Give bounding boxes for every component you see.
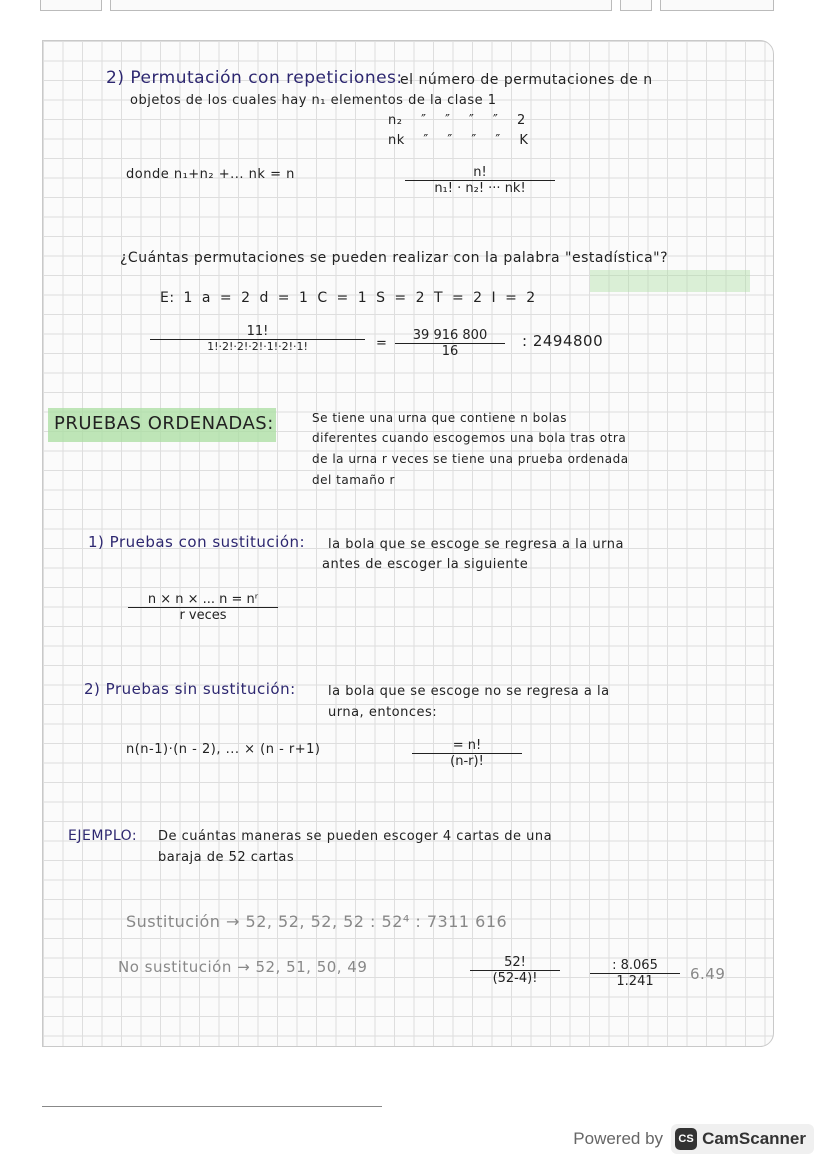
perm-line: n₂ ″ ″ ″ ″ 2 [388,113,526,128]
without-repl-line: la bola que se escoge no se regresa a la [328,684,610,699]
example-heading: EJEMPLO: [68,828,138,844]
ordered-line: de la urna r veces se tiene una prueba ordenada [312,452,629,466]
formula-top: n × n × ... n = nʳ [128,592,278,608]
perm-condition: donde n₁+n₂ +... nk = n [126,167,295,182]
fraction-denominator: 1.241 [616,974,654,989]
fraction-numerator: : 8.065 [590,958,680,974]
with-repl-line: la bola que se escoge se regresa a la urna [328,537,624,552]
page-edge [620,0,652,11]
fraction-denominator: (52-4)! [492,971,538,986]
page-edge [40,0,102,11]
fraction-denominator: 1!·2!·2!·2!·1!·2!·1! [207,340,308,353]
with-repl-formula [128,592,278,623]
ordered-line: del tamaño r [312,473,395,487]
formula-denominator: n₁! · n₂! ··· nk! [434,181,526,196]
powered-by-text: Powered by [573,1129,664,1148]
with-repl-heading: 1) Pruebas con sustitución: [88,533,306,551]
example-line: De cuántas maneras se pueden escoger 4 cartas de una [158,829,553,844]
formula-numerator: n! [405,165,555,181]
without-repl-formula: n(n-1)·(n - 2), ... × (n - r+1) [126,742,321,757]
camscanner-badge [671,1124,814,1154]
fraction-denominator: 16 [441,344,459,359]
without-repl-line: urna, entonces: [328,705,438,720]
example-no-sustitucion: No sustitución → 52, 51, 50, 49 [118,958,368,976]
ordered-line: diferentes cuando escogemos una bola tras otra [312,431,627,445]
question-text: ¿Cuántas permutaciones se pueden realizar con la palabra "estadística"? [120,250,669,266]
perm-heading: 2) Permutación con repeticiones: [106,68,403,88]
question-fraction-2 [395,328,505,359]
with-repl-line: antes de escoger la siguiente [322,557,529,572]
example-sustitucion: Sustitución → 52, 52, 52, 52 : 52⁴ : 7311 616 [126,912,508,931]
perm-line: el número de permutaciones de n [400,72,653,88]
ordered-heading: PRUEBAS ORDENADAS: [54,413,274,434]
without-repl-heading: 2) Pruebas sin sustitución: [84,680,296,698]
fraction-numerator: = n! [412,738,522,754]
example-line: baraja de 52 cartas [158,850,295,865]
highlight-mark [590,270,750,292]
perm-line: objetos de los cuales hay n₁ elementos de la clase 1 [130,93,497,108]
fraction-denominator: (n-r)! [450,754,484,769]
perm-formula [405,165,555,196]
camscanner-watermark [573,1124,814,1154]
page-edge [660,0,774,11]
fraction-numerator: 11! [150,324,365,340]
example-tail: 6.49 [690,965,726,983]
equals-sign: = [376,336,388,351]
ordered-line: Se tiene una urna que contiene n bolas [312,411,568,425]
example-result-fraction [590,958,680,989]
question-fraction [150,324,365,353]
perm-line: nk ″ ″ ″ ″ K [388,133,529,148]
example-fraction [470,955,560,986]
camscanner-logo-icon: CS [675,1128,697,1150]
page-edge [110,0,612,11]
formula-bottom: r veces [179,608,227,623]
letter-counts: E: 1 a = 2 d = 1 C = 1 S = 2 T = 2 I = 2 [160,290,536,306]
question-result: : 2494800 [522,332,604,350]
divider [42,1106,382,1107]
without-repl-fraction [412,738,522,769]
fraction-numerator: 39 916 800 [395,328,505,344]
fraction-numerator: 52! [470,955,560,971]
camscanner-brand: CamScanner [702,1129,806,1148]
